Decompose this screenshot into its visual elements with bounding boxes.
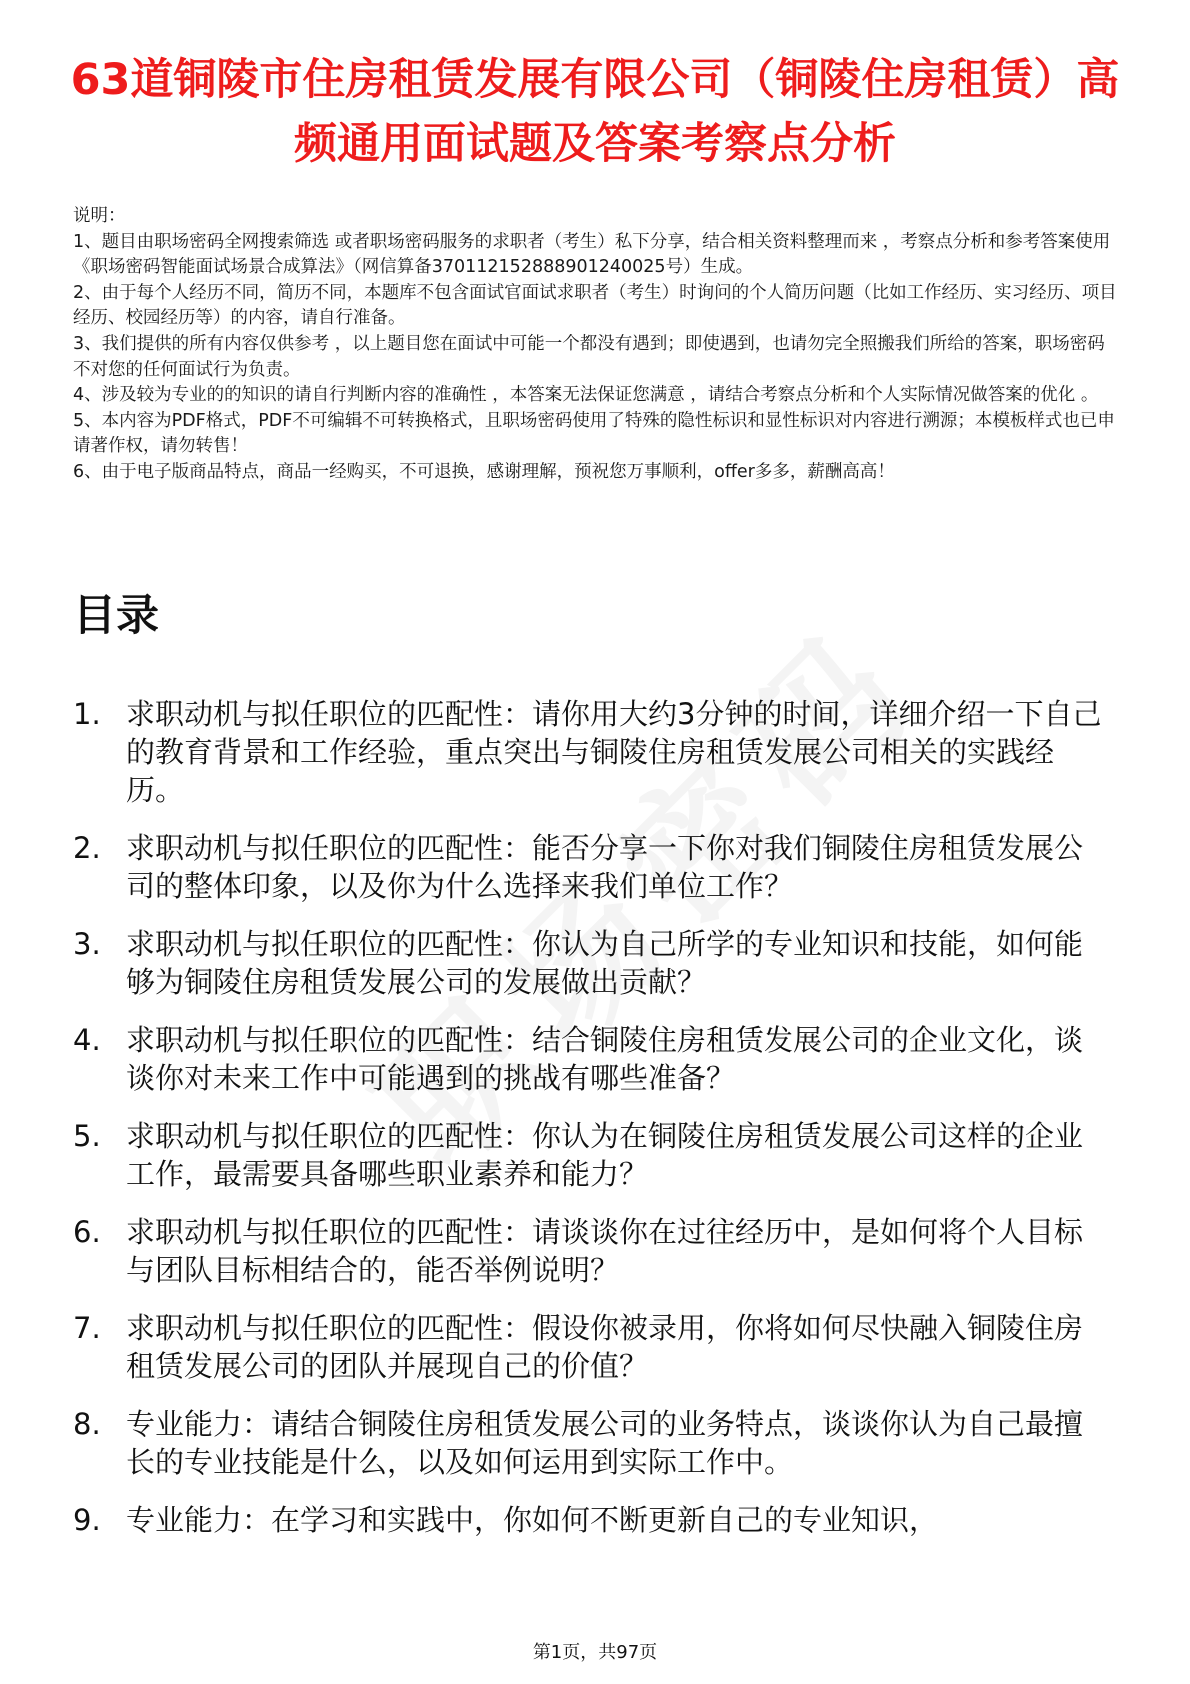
toc-item-text: 求职动机与拟任职位的匹配性：能否分享一下你对我们铜陵住房租赁发展公司的整体印象，以及你为什么选择来我们单位工作？ [126, 831, 1084, 903]
toc-item-number: 4. [73, 1023, 101, 1057]
toc-item-number: 8. [73, 1407, 101, 1441]
toc-item[interactable] [73, 1021, 1108, 1097]
toc-item[interactable] [73, 1405, 1108, 1481]
toc-item[interactable] [73, 1501, 1108, 1539]
toc-item-text: 求职动机与拟任职位的匹配性：结合铜陵住房租赁发展公司的企业文化，谈谈你对未来工作中可能遇到的挑战有哪些准备？ [126, 1023, 1084, 1095]
toc-item[interactable] [73, 1213, 1108, 1289]
toc-item-text: 求职动机与拟任职位的匹配性：你认为自己所学的专业知识和技能，如何能够为铜陵住房租赁发展公司的发展做出贡献？ [126, 927, 1084, 999]
note-item-6: 6、由于电子版商品特点，商品一经购买，不可退换，感谢理解，预祝您万事顺利，offer多多，薪酬高高！ [73, 461, 895, 482]
toc-item-number: 1. [73, 697, 101, 731]
note-item-2: 2、由于每个人经历不同，简历不同，本题库不包含面试官面试求职者（考生）时询问的个人简历问题（比如工作经历、实习经历、项目经历、校园经历等）的内容，请自行准备。 [73, 282, 1117, 329]
note-item-1: 1、题目由职场密码全网搜索筛选 或者职场密码服务的求职者（考生）私下分享，结合相关资料整理而来 ，考察点分析和参考答案使用《职场密码智能面试场景合成算法》（网信算备370112152888901240025号）生成。 [73, 231, 1111, 278]
toc-item[interactable] [73, 925, 1108, 1001]
toc-item[interactable] [73, 1117, 1108, 1193]
toc-item-text: 求职动机与拟任职位的匹配性：请你用大约3分钟的时间，详细介绍一下自己的教育背景和工作经验，重点突出与铜陵住房租赁发展公司相关的实践经历。 [126, 697, 1102, 807]
notes-section [73, 204, 1118, 486]
note-item-4: 4、涉及较为专业的的知识的请自行判断内容的准确性 ，本答案无法保证您满意 ，请结合考察点分析和个人实际情况做答案的优化 。 [73, 385, 1099, 406]
note-item-3: 3、我们提供的所有内容仅供参考 ，以上题目您在面试中可能一个都没有遇到；即使遇到，也请勿完全照搬我们所给的答案，职场密码不对您的任何面试行为负责。 [73, 333, 1105, 380]
toc-item-text: 求职动机与拟任职位的匹配性：假设你被录用，你将如何尽快融入铜陵住房租赁发展公司的团队并展现自己的价值？ [126, 1311, 1084, 1383]
page-footer: 第1页，共97页 [532, 1642, 658, 1663]
toc-item-number: 7. [73, 1311, 101, 1345]
toc-item-number: 2. [73, 831, 101, 865]
document-title: 63道铜陵市住房租赁发展有限公司（铜陵住房租赁）高频通用面试题及答案考察点分析 [70, 55, 1120, 169]
toc-item-text: 专业能力：在学习和实践中，你如何不断更新自己的专业知识， [126, 1503, 939, 1537]
toc-heading: 目录 [73, 591, 159, 641]
toc-item[interactable] [73, 829, 1108, 905]
notes-heading: 说明： [73, 206, 126, 226]
toc-list [73, 695, 1108, 1559]
toc-item[interactable] [73, 1309, 1108, 1385]
note-item-5: 5、本内容为PDF格式，PDF不可编辑不可转换格式，且职场密码使用了特殊的隐性标识和显性标识对内容进行溯源；本模板样式也已申请著作权，请勿转售！ [73, 410, 1115, 457]
toc-item-number: 3. [73, 927, 101, 961]
toc-item-text: 专业能力：请结合铜陵住房租赁发展公司的业务特点，谈谈你认为自己最擅长的专业技能是什么，以及如何运用到实际工作中。 [126, 1407, 1084, 1479]
toc-item-number: 6. [73, 1215, 101, 1249]
toc-item-text: 求职动机与拟任职位的匹配性：你认为在铜陵住房租赁发展公司这样的企业工作，最需要具备哪些职业素养和能力？ [126, 1119, 1084, 1191]
toc-item-number: 9. [73, 1503, 101, 1537]
toc-item[interactable] [73, 695, 1108, 809]
toc-item-text: 求职动机与拟任职位的匹配性：请谈谈你在过往经历中，是如何将个人目标与团队目标相结合的，能否举例说明？ [126, 1215, 1084, 1287]
toc-item-number: 5. [73, 1119, 101, 1153]
